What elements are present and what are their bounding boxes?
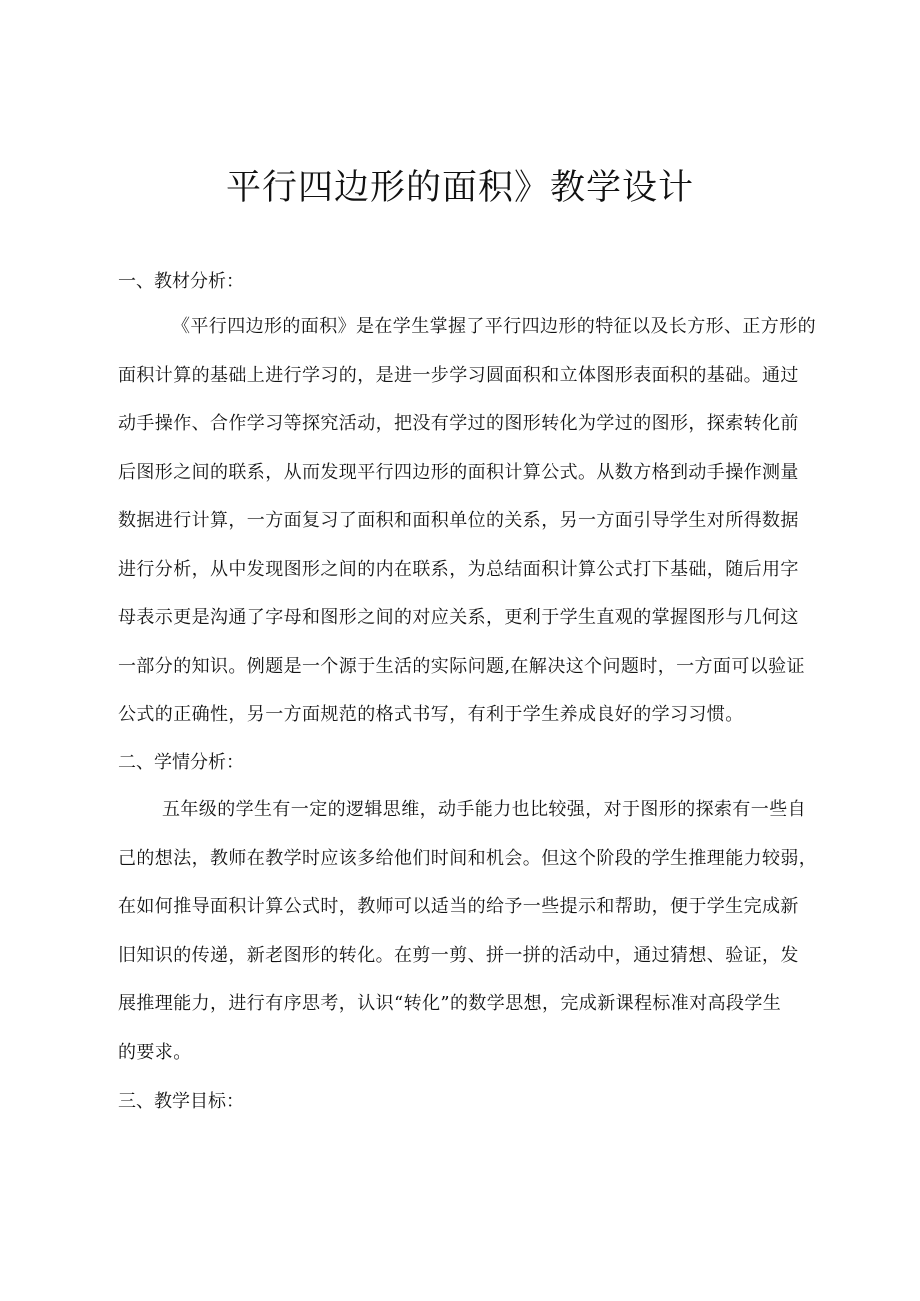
paragraph-line: 展推理能力，进行有序思考，认识“转化”的数学思想，完成新课程标准对高段学生 [118,993,782,1014]
paragraph-line: 后图形之间的联系，从而发现平行四边形的面积计算公式。从数方格到动手操作测量 [118,461,799,483]
section-paragraph-textbook-analysis [118,312,818,749]
paragraph-line: 《平行四边形的面积》是在学生掌握了平行四边形的特征以及长方形、正方形的 [172,316,816,337]
paragraph-line: 母表示更是沟通了字母和图形之间的对应关系，更利于学生直观的掌握图形与几何这 [118,607,799,628]
paragraph-line: 在如何推导面积计算公式时，教师可以适当的给予一些提示和帮助，便于学生完成新 [118,896,799,917]
section-heading-textbook-analysis: 一、教材分析： [118,271,244,292]
paragraph-line: 旧知识的传递，新老图形的转化。在剪一剪、拼一拼的活动中，通过猜想、验证，发 [118,944,799,966]
paragraph-line: 进行分析，从中发现图形之间的内在联系，为总结面积计算公式打下基础，随后用字 [118,558,799,580]
section-heading-student-analysis: 二、学情分析： [118,752,244,773]
paragraph-line: 数据进行计算，一方面复习了面积和面积单位的关系，另一方面引导学生对所得数据 [118,510,799,531]
section-paragraph-student-analysis [118,795,818,1086]
paragraph-line: 五年级的学生有一定的逻辑思维，动手能力也比较强，对于图形的探索有一些自 [162,799,806,820]
paragraph-line: 公式的正确性，另一方面规范的格式书写，有利于学生养成良好的学习习惯。 [118,704,744,725]
paragraph-line: 动手操作、合作学习等探究活动，把没有学过的图形转化为学过的图形，探索转化前 [118,413,799,434]
paragraph-line: 一部分的知识。例题是一个源于生活的实际问题,在解决这个问题时，一方面可以验证 [118,655,805,677]
paragraph-line: 己的想法，教师在教学时应该多给他们时间和机会。但这个阶段的学生推理能力较弱， [118,847,818,869]
document-title: 平行四边形的面积》教学设计 [225,168,694,208]
paragraph-line: 面积计算的基础上进行学习的，是进一步学习圆面积和立体图形表面积的基础。通过 [118,364,799,386]
paragraph-line: 的要求。 [118,1041,192,1063]
section-heading-teaching-objectives: 三、教学目标： [118,1091,244,1112]
